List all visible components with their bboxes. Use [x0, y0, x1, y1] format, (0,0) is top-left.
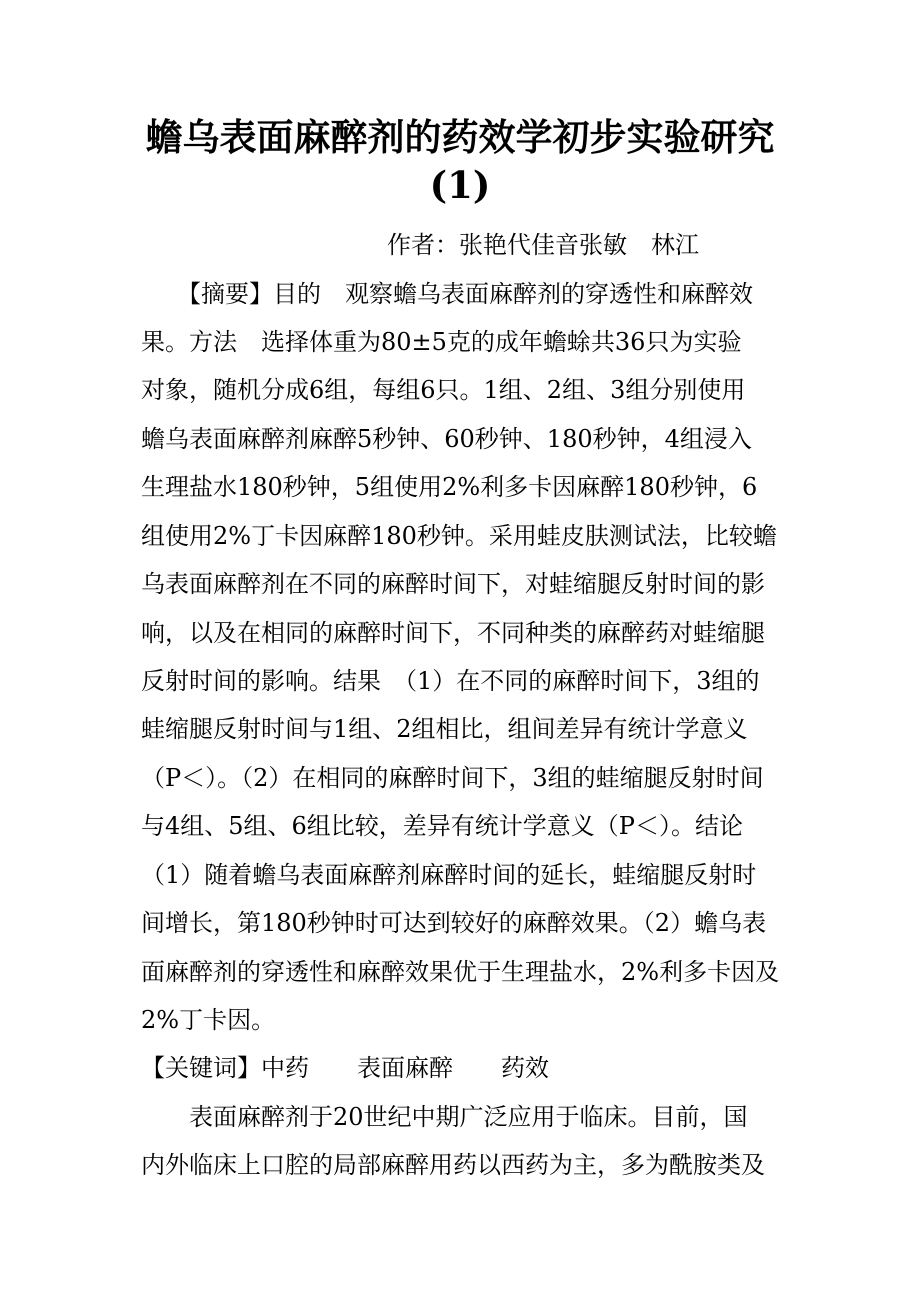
text-line: 内外临床上口腔的局部麻醉用药以西药为主，多为酰胺类及 [141, 1151, 765, 1179]
text-line: 响，以及在相同的麻醉时间下，不同种类的麻醉药对蛙缩腿 [141, 619, 765, 647]
text-line: 生理盐水180秒钟，5组使用2%利多卡因麻醉180秒钟，6 [141, 473, 758, 501]
text-line: 蟾乌表面麻醉剂麻醉5秒钟、60秒钟、180秒钟，4组浸入 [141, 425, 752, 453]
text-line: 组使用2%丁卡因麻醉180秒钟。采用蛙皮肤测试法，比较蟾 [141, 522, 777, 550]
text-line: 果。方法 选择体重为80±5克的成年蟾蜍共36只为实验 [141, 328, 742, 356]
text-line: 间增长，第180秒钟时可达到较好的麻醉效果。（2）蟾乌表 [141, 909, 767, 937]
text-line: 蛙缩腿反射时间与1组、2组相比，组间差异有统计学意义 [141, 715, 748, 743]
text-line: （1）随着蟾乌表面麻醉剂麻醉时间的延长，蛙缩腿反射时 [141, 861, 757, 889]
author-line: 作者：张艳代佳音张敏 林江 [387, 231, 699, 259]
text-line: （P＜）。（2）在相同的麻醉时间下，3组的蛙缩腿反射时间 [141, 764, 764, 792]
text-line: 反射时间的影响。结果 （1）在不同的麻醉时间下，3组的 [141, 667, 760, 695]
text-line: 乌表面麻醉剂在不同的麻醉时间下，对蛙缩腿反射时间的影 [141, 570, 765, 598]
document-title: 蟾乌表面麻醉剂的药效学初步实验研究 [145, 115, 775, 159]
text-line: 面麻醉剂的穿透性和麻醉效果优于生理盐水，2%利多卡因及 [141, 958, 780, 986]
text-line: 表面麻醉剂于20世纪中期广泛应用于临床。目前，国 [141, 1103, 748, 1131]
text-line: 与4组、5组、6组比较，差异有统计学意义（P＜）。结论 [141, 812, 743, 840]
text-line: 2%丁卡因。 [141, 1006, 276, 1034]
keywords-line: 【关键词】中药 表面麻醉 药效 [141, 1054, 549, 1082]
text-line: 【摘要】目的 观察蟾乌表面麻醉剂的穿透性和麻醉效 [141, 280, 753, 308]
document-title-suffix: (1) [429, 163, 491, 207]
text-line: 对象，随机分成6组，每组6只。1组、2组、3组分别使用 [141, 376, 746, 404]
